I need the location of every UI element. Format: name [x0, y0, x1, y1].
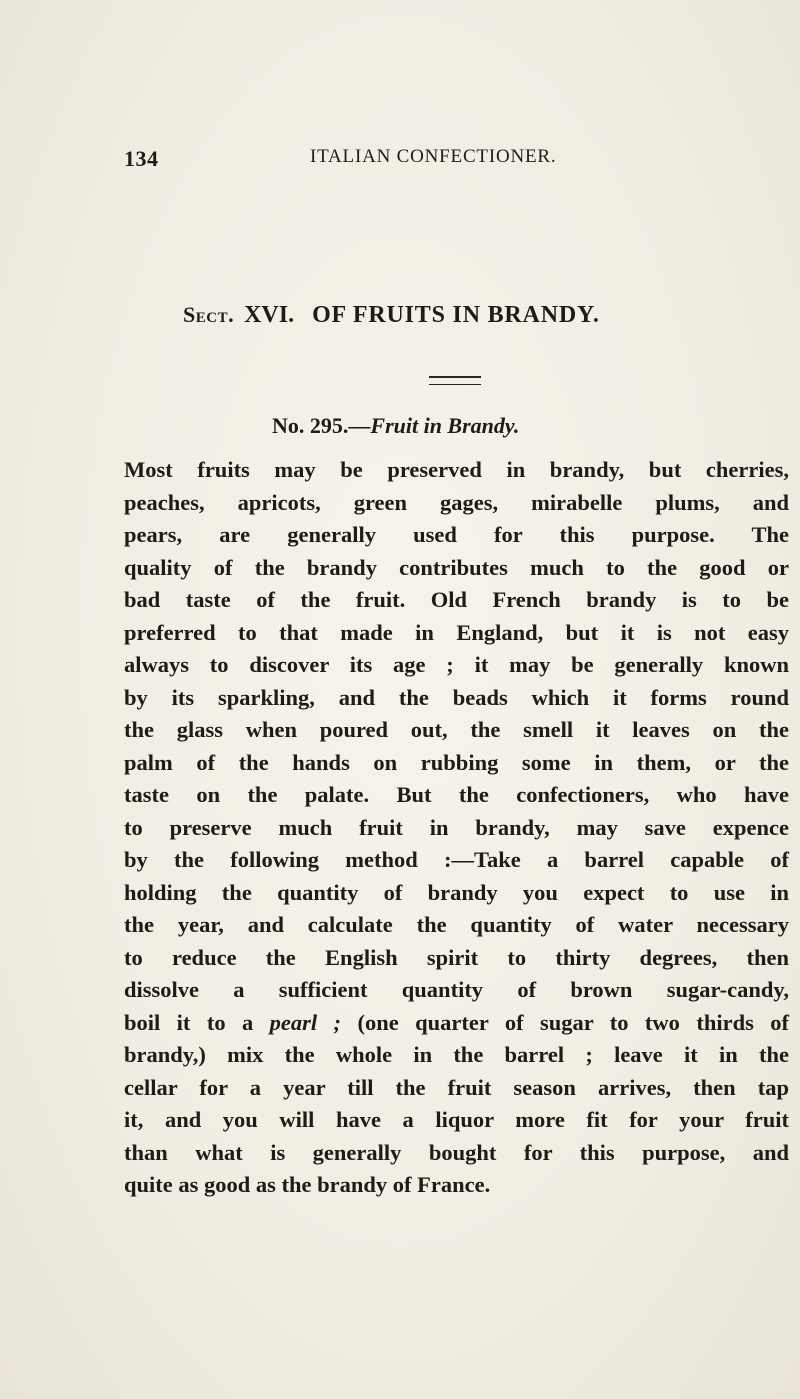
section-number: XVI. [244, 302, 295, 328]
body-line: palm of the hands on rubbing some in them, or the [124, 749, 789, 775]
body-line: the glass when poured out, the smell it leaves on the [124, 717, 789, 742]
body-line: bad taste of the fruit. Old French brandy is to be [124, 587, 789, 612]
body-line: dissolve a sufficient quantity of brown sugar-candy, [124, 977, 789, 1002]
body-line: brandy,) mix the whole in the barrel ; leave it in the [124, 1042, 789, 1067]
running-title: ITALIAN CONFECTIONER. [310, 146, 557, 167]
body-line: Most fruits may be preserved in brandy, but cherries, [124, 457, 789, 482]
section-title: OF FRUITS IN BRANDY. [312, 302, 600, 328]
body-line: by its sparkling, and the beads which it forms round [124, 684, 789, 710]
page-number: 134 [124, 146, 159, 171]
body-line: preferred to that made in England, but it is not easy [124, 619, 789, 645]
body-line-with-italic [124, 1007, 789, 1040]
line-text-after: (one quarter of sugar to two thirds of [341, 1009, 789, 1035]
recipe-title: Fruit in Brandy. [370, 413, 520, 438]
recipe-dash: — [348, 413, 371, 438]
body-line: holding the quantity of brandy you expect to use in [124, 879, 789, 905]
running-head [124, 146, 684, 176]
recipe-number: No. 295. [272, 413, 349, 438]
body-line: cellar for a year till the fruit season arrives, then tap [124, 1074, 789, 1100]
body-line: the year, and calculate the quantity of water necessary [124, 912, 789, 937]
body-line: pears, are generally used for this purpose. The [124, 522, 789, 547]
body-line: to preserve much fruit in brandy, may save expence [124, 814, 789, 840]
body-line: by the following method :—Take a barrel capable of [124, 847, 789, 872]
body-line: than what is generally bought for this purpose, and [124, 1139, 789, 1165]
body-line: always to discover its age ; it may be generally known [124, 652, 789, 677]
italic-term-pearl: pearl ; [269, 1009, 342, 1035]
recipe-heading [272, 413, 519, 439]
body-line: it, and you will have a liquor more fit for your fruit [124, 1107, 789, 1132]
body-line: taste on the palate. But the confectioners, who have [124, 782, 789, 807]
body-line: to reduce the English spirit to thirty degrees, then [124, 944, 789, 970]
section-label: Sect. [183, 302, 235, 327]
line-text-before: boil it to a [124, 1009, 270, 1035]
body-line-last: quite as good as the brandy of France. [124, 1172, 491, 1197]
body-line: peaches, apricots, green gages, mirabelle plums, and [124, 489, 789, 515]
body-line: quality of the brandy contributes much to the good or [124, 554, 789, 580]
double-rule-divider [429, 376, 481, 385]
recipe-body [124, 454, 789, 1202]
section-heading [183, 302, 703, 329]
